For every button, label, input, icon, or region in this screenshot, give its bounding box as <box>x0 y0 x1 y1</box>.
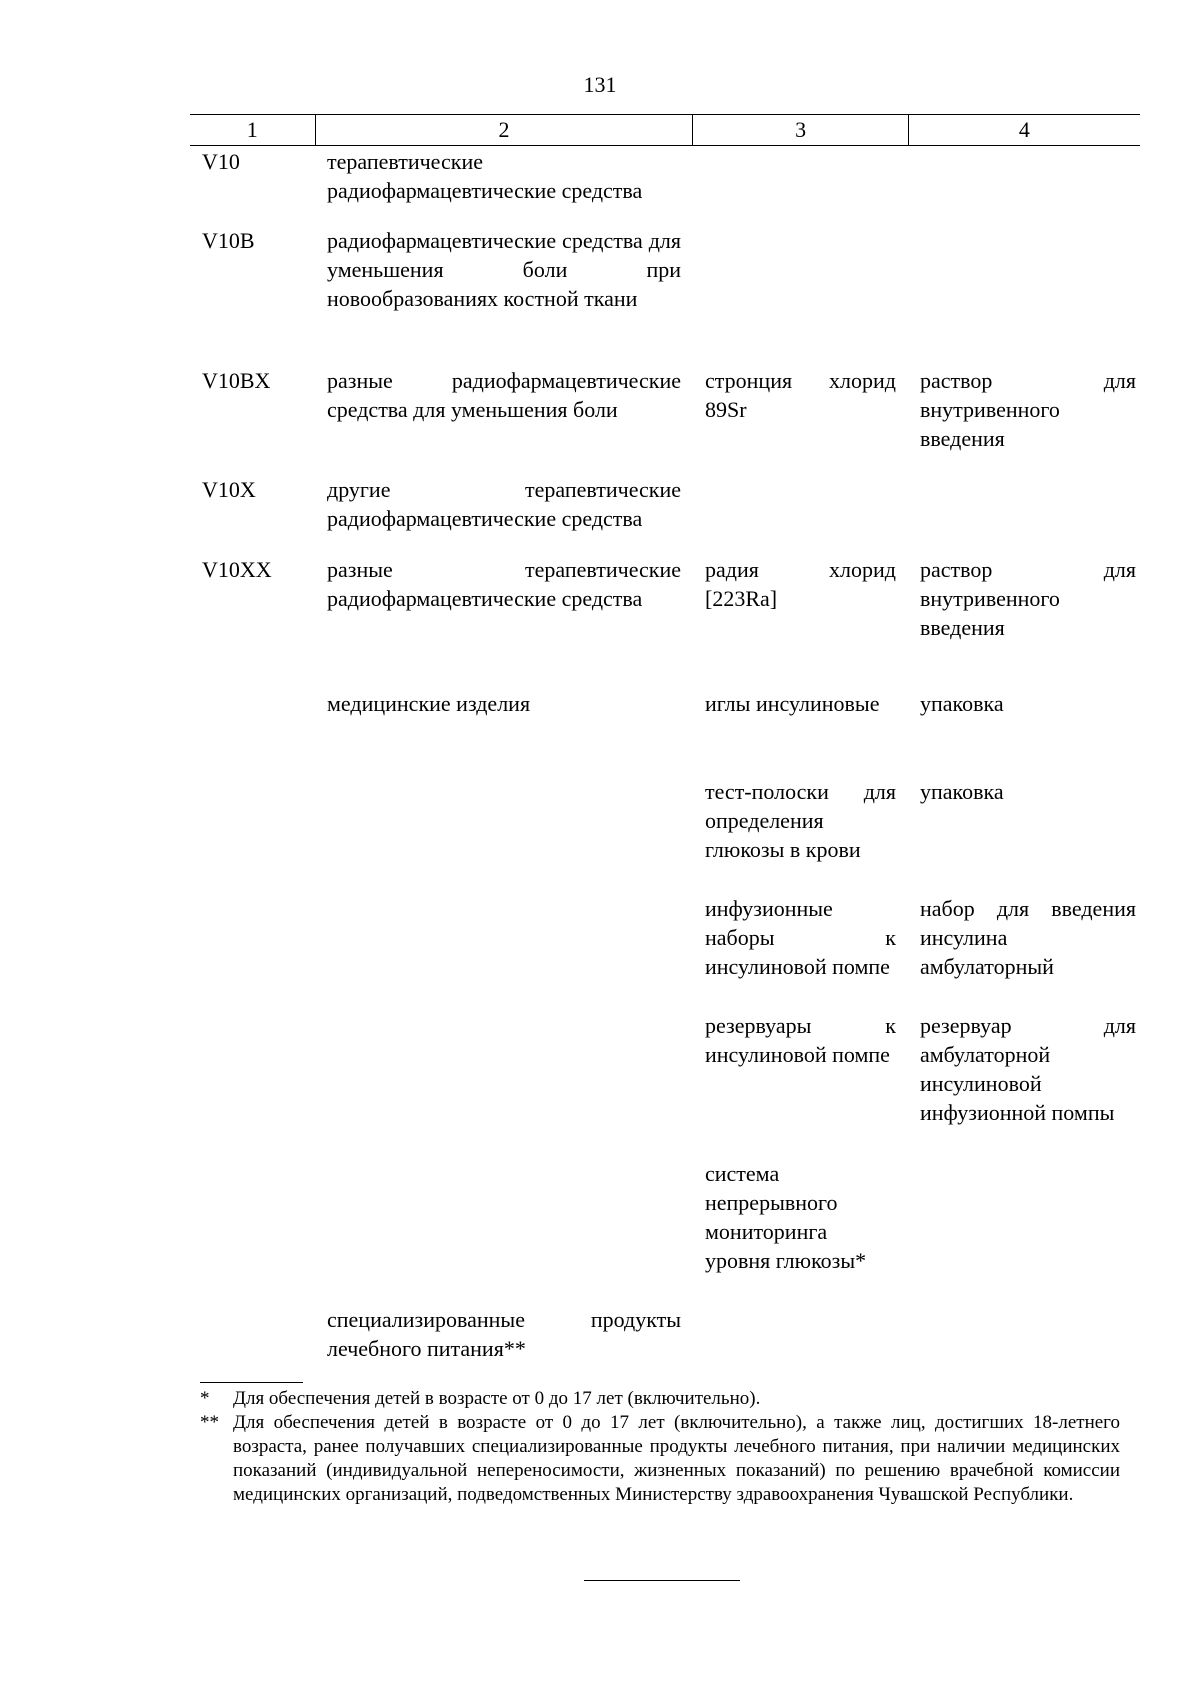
atc-group <box>315 777 693 864</box>
table-row <box>190 777 1140 864</box>
atc-group: разные радиофармацевтические средства для уменьшения боли <box>327 368 681 422</box>
atc-group: терапевтические радиофармацевтические средства <box>327 149 643 203</box>
atc-code: V10XX <box>202 557 272 582</box>
atc-group <box>315 1159 693 1275</box>
atc-group: радиофармацевтические средства для уменьшения боли при новообразованиях костной ткани <box>327 228 681 311</box>
header-col-2: 2 <box>315 115 693 145</box>
table-header <box>190 114 1140 146</box>
table-row <box>190 689 1140 718</box>
drug-name: тест-полоски для определения глюкозы в крови <box>705 779 896 862</box>
dosage-form <box>908 1305 1140 1363</box>
table-row <box>190 475 1140 533</box>
table-row <box>190 555 1140 642</box>
table-row <box>190 226 1140 313</box>
drug-name: резервуары к инсулиновой помпе <box>705 1013 896 1067</box>
atc-code: V10B <box>202 228 255 253</box>
atc-code: V10X <box>202 477 256 502</box>
header-col-3: 3 <box>692 115 907 145</box>
atc-code <box>190 1159 315 1275</box>
table-row <box>190 1305 1140 1363</box>
drug-name: стронция хлорид 89Sr <box>705 368 896 422</box>
atc-code <box>190 777 315 864</box>
atc-group: медицинские изделия <box>327 691 531 716</box>
atc-group <box>315 894 693 981</box>
atc-code <box>190 1305 315 1363</box>
dosage-form <box>908 475 1140 533</box>
footnote-text: Для обеспечения детей в возрасте от 0 до 17 лет (включительно). <box>233 1388 761 1409</box>
atc-group <box>315 1011 693 1127</box>
drug-name <box>693 147 908 205</box>
atc-group: другие терапевтические радиофармацевтические средства <box>327 477 681 531</box>
atc-code: V10 <box>202 149 240 174</box>
header-col-4: 4 <box>908 115 1140 145</box>
dosage-form: раствор для внутривенного введения <box>920 557 1136 640</box>
footnote-text: Для обеспечения детей в возрасте от 0 до 17 лет (включительно), а также лиц, достигших 18-летнего возраста, ранее получавших специализированные продукты лечебного питания, при наличии медицинских показаний (индивидуальной непереносимости, жизненных показаний) по решению врачебной комиссии медицинских организаций, подведомственных Министерству здравоохранения Чувашской Республики. <box>233 1412 1120 1505</box>
atc-group: специализированные продукты лечебного питания** <box>327 1307 681 1361</box>
table-row <box>190 1159 1140 1275</box>
atc-code <box>190 1011 315 1127</box>
dosage-form: раствор для внутривенного введения <box>920 368 1136 451</box>
atc-code <box>190 894 315 981</box>
footnote <box>200 1411 1120 1507</box>
dosage-form: набор для введения инсулина амбулаторный <box>920 896 1136 979</box>
page-number: 131 <box>583 72 617 97</box>
table-row <box>190 1011 1140 1127</box>
dosage-form <box>908 147 1140 205</box>
header-col-1: 1 <box>246 117 258 142</box>
dosage-form <box>908 1159 1140 1275</box>
drug-name <box>693 226 908 313</box>
atc-code: V10BX <box>202 368 271 393</box>
drug-table <box>190 114 1140 1361</box>
table-row <box>190 894 1140 981</box>
footnote-mark: ** <box>200 1412 219 1433</box>
dosage-form: упаковка <box>920 779 1004 804</box>
dosage-form <box>908 226 1140 313</box>
drug-name: система непрерывного мониторинга уровня глюкозы* <box>705 1161 867 1273</box>
footnote-mark: * <box>200 1388 210 1409</box>
footnote <box>200 1387 1120 1411</box>
drug-name: иглы инсулиновые <box>705 691 880 716</box>
table-row <box>190 366 1140 453</box>
drug-name: инфузионные наборы к инсулиновой помпе <box>705 896 896 979</box>
dosage-form: упаковка <box>920 691 1004 716</box>
footnotes <box>200 1387 1120 1507</box>
table-row <box>190 147 1140 205</box>
end-separator <box>584 1580 740 1581</box>
footnote-separator <box>200 1382 303 1383</box>
atc-group: разные терапевтические радиофармацевтические средства <box>327 557 681 611</box>
drug-name: радия хлорид [223Ra] <box>705 557 896 611</box>
dosage-form: резервуар для амбулаторной инсулиновой инфузионной помпы <box>920 1013 1136 1125</box>
drug-name <box>693 475 908 533</box>
atc-code <box>190 689 315 718</box>
drug-name <box>693 1305 908 1363</box>
